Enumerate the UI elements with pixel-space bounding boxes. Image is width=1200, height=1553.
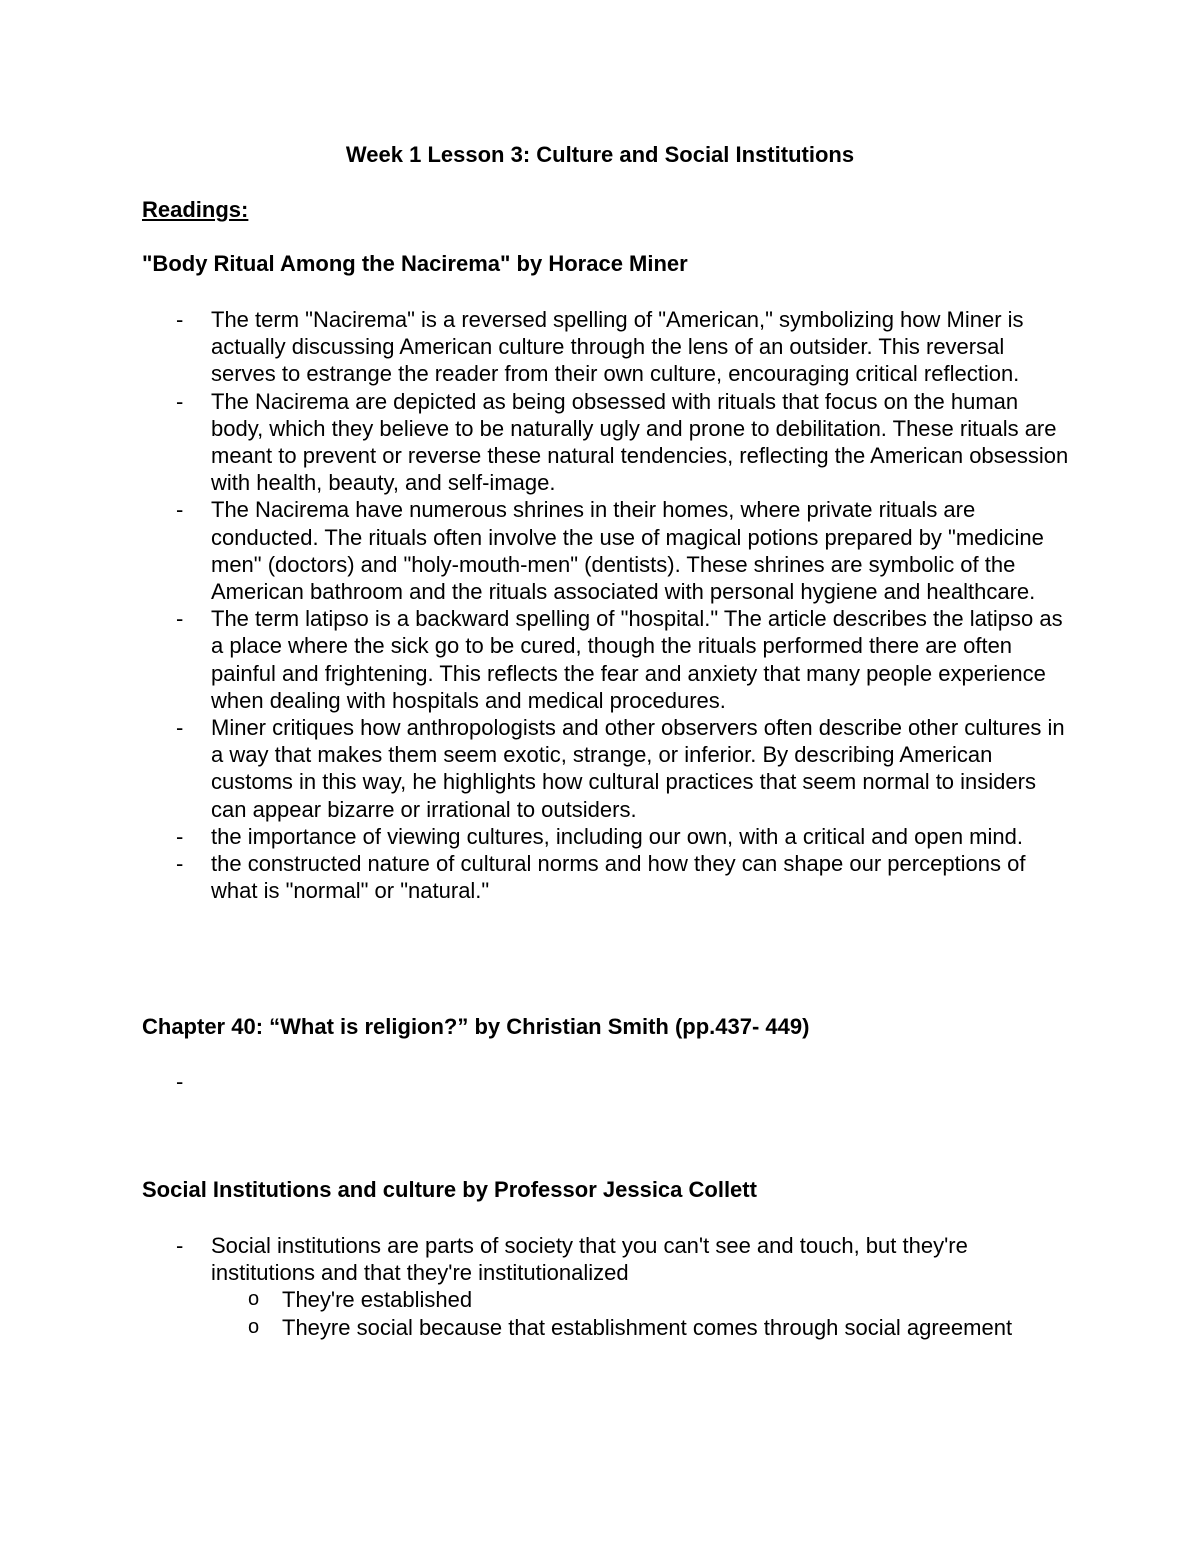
bullet-text: the importance of viewing cultures, including our own, with a critical and open mind.: [211, 823, 1023, 849]
sub-bullet-text: They're established: [282, 1287, 473, 1313]
circle-bullet-icon: o: [248, 1315, 260, 1338]
bullet-text: The term "Nacirema" is a reversed spelling of "American," symbolizing how Miner is actually discussing American culture through the lens of an outsider. This reversal serves to estrange the reader from their own culture, encouraging critical reflection.: [211, 307, 1024, 387]
social-institutions-bullet-list: [142, 1232, 1072, 1341]
list-item: [142, 388, 1072, 497]
dash-bullet-icon: -: [176, 823, 184, 849]
bullet-text: The Nacirema are depicted as being obsessed with rituals that focus on the human body, which they believe to be naturally ugly and prone to debilitation. These rituals are meant to prevent or reverse these natural tendencies, reflecting the American obsession with health, beauty, and self-image.: [211, 388, 1069, 496]
list-item: [142, 605, 1072, 714]
sub-list-item: [211, 1314, 1072, 1341]
list-item: [142, 823, 1072, 850]
sub-bullet-list: [211, 1286, 1072, 1340]
list-item: [142, 306, 1072, 388]
circle-bullet-icon: o: [248, 1288, 260, 1311]
bullet-text: the constructed nature of cultural norms and how they can shape our perceptions of what is "normal" or "natural.": [211, 851, 1026, 904]
dash-bullet-icon: -: [176, 497, 184, 523]
list-item: [142, 496, 1072, 605]
dash-bullet-icon: -: [176, 851, 184, 877]
readings-label: Readings:: [142, 197, 249, 222]
list-item: [142, 1068, 1072, 1095]
list-item: [142, 850, 1072, 904]
page-title: Week 1 Lesson 3: Culture and Social Institutions: [345, 142, 855, 167]
bullet-text: Miner critiques how anthropologists and other observers often describe other cultures in a way that makes them seem exotic, strange, or inferior. By describing American customs in this way, he highlights how cultural practices that seem normal to insiders can appear bizarre or irrational to outsiders.: [211, 715, 1065, 822]
dash-bullet-icon: -: [176, 715, 184, 741]
bullet-text: The Nacirema have numerous shrines in their homes, where private rituals are conducted. The rituals often involve the use of magical potions prepared by "medicine men" (doctors) and "holy-mouth-men" (dentists). These shrines are symbolic of the American bathroom and the rituals associated with personal hygiene and healthcare.: [211, 497, 1044, 605]
nacirema-bullet-list: [142, 306, 1072, 904]
dash-bullet-icon: -: [176, 1069, 184, 1094]
bullet-text: Social institutions are parts of society that you can't see and touch, but they're institutions and that they're institutionalized: [211, 1233, 968, 1286]
section-heading-nacirema: "Body Ritual Among the Nacirema" by Horace Miner: [142, 251, 688, 276]
chapter-40-bullet-list: [142, 1068, 1072, 1095]
bullet-text: The term latipso is a backward spelling of "hospital." The article describes the latipso as a place where the sick go to be cured, though the rituals performed there are often painful and frightening. This reflects the fear and anxiety that many people experience when dealing with hospitals and medical procedures.: [211, 606, 1063, 713]
sub-list-item: [211, 1286, 1072, 1313]
dash-bullet-icon: -: [176, 307, 184, 332]
section-heading-part-2: by Professor Jessica Collett: [456, 1177, 757, 1202]
dash-bullet-icon: -: [176, 606, 184, 632]
list-item: [142, 1232, 1072, 1341]
section-heading-social-institutions: [142, 1176, 757, 1204]
dash-bullet-icon: -: [176, 388, 184, 414]
dash-bullet-icon: -: [176, 1233, 184, 1258]
section-heading-part-1: Social Institutions and culture: [142, 1177, 457, 1202]
sub-bullet-text: Theyre social because that establishment comes through social agreement: [282, 1314, 1013, 1340]
list-item: [142, 714, 1072, 823]
section-heading-chapter-40: Chapter 40: “What is religion?” by Christian Smith (pp.437- 449): [142, 1014, 810, 1039]
